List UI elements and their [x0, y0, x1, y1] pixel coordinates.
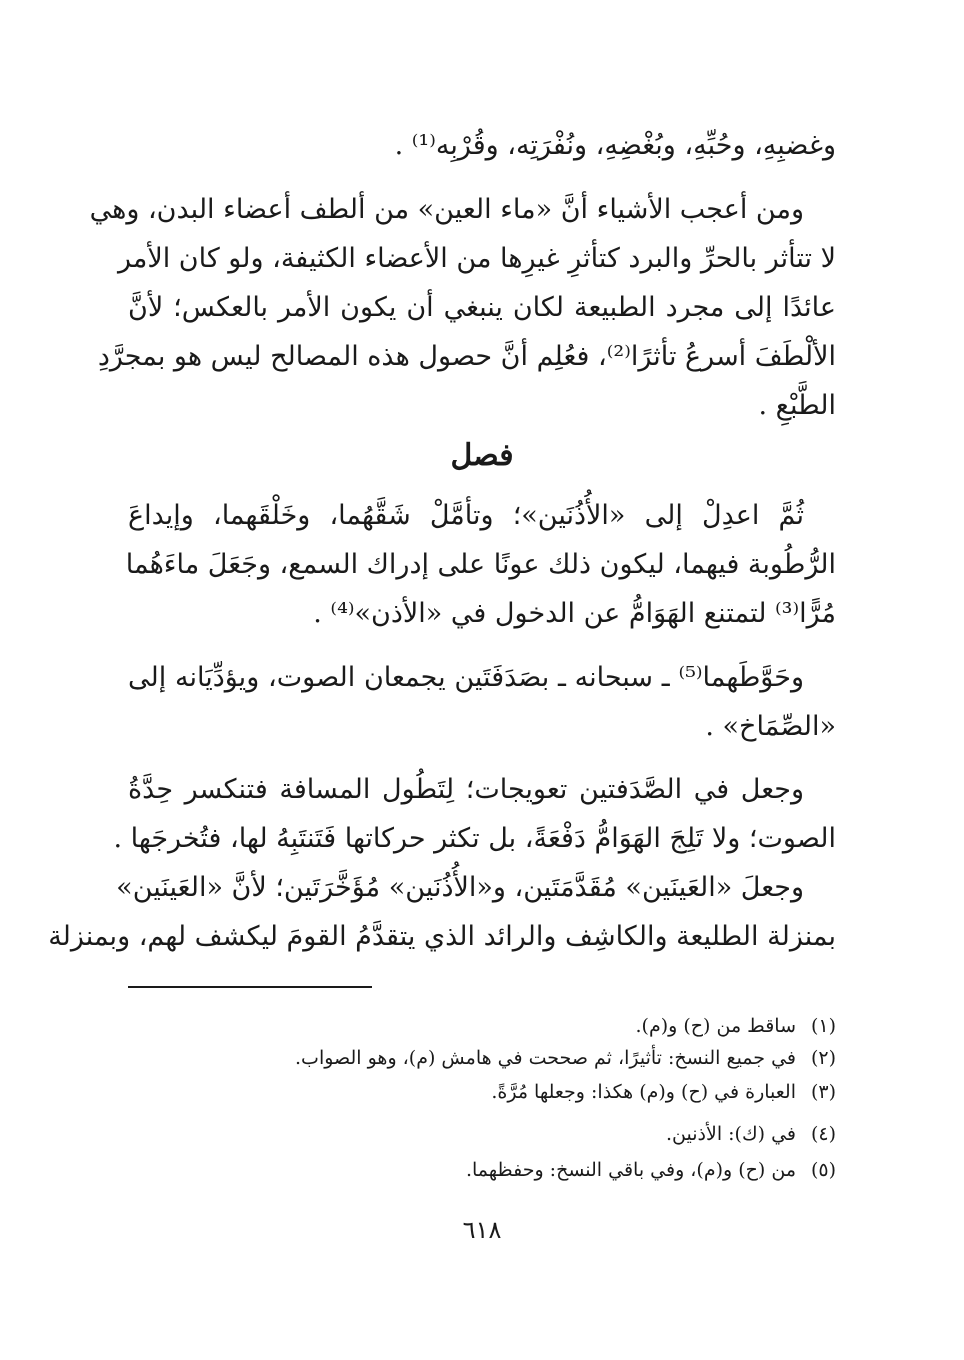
section-heading: فصل — [450, 438, 514, 473]
text-line: عائدًا إلى مجرد الطبيعة لكان ينبغي أن يكون الأمر بالعكس؛ لأنَّ — [128, 292, 836, 323]
footnote-number: (٣) — [810, 1081, 836, 1103]
text-line: الرُّطُوبة فيهما، ليكون ذلك عونًا على إدراك السمع، وجَعَلَ ماءَهُما — [125, 549, 836, 580]
text-line: مُرًّا⁽³⁾ لتمتنع الهَوَامُّ عن الدخول في «الأذن»⁽⁴⁾ . — [313, 598, 836, 629]
footnote-number: (٢) — [810, 1047, 836, 1069]
text-line: الألْطَفَ أسرعُ تأثرًا⁽²⁾، فعُلِم أنَّ حصول هذه المصالح ليس هو بمجرَّدِ — [97, 341, 836, 372]
footnote-separator — [128, 986, 372, 988]
footnote-number: (٤) — [810, 1123, 836, 1145]
text-line: وغضبِهِ، وحُبِّهِ، وبُغْضِهِ، ونُفْرَتِه، وقُرْبِه⁽¹⁾ . — [394, 130, 836, 161]
text-line: ثُمَّ اعدِلْ إلى «الأُذُنَين»؛ وتأمَّلْ شَقَّهُما، وخَلْقَهما، وإيداعَ — [128, 500, 804, 531]
text-line: «الصِّمَاخ» . — [705, 711, 836, 742]
footnote-text: في (ك): الأذنين. — [666, 1123, 796, 1145]
footnote-number: (١) — [810, 1015, 836, 1037]
footnote — [128, 1156, 836, 1184]
text-line: بمنزلة الطليعة والكاشِف والرائد الذي يتقدَّمُ القومَ ليكشف لهم، وبمنزلة — [48, 921, 836, 952]
footnote — [128, 1012, 836, 1040]
footnote-text: العبارة في (ح) و(م) هكذا: وجعلها مُرَّةً. — [491, 1081, 796, 1103]
text-line: لا تتأثر بالحرِّ والبرد كتأثرِ غيرِها من الأعضاء الكثيفة، ولو كان الأمر — [117, 243, 836, 274]
footnote-text: من (ح) و(م)، وفي باقي النسخ: وحفظهما. — [465, 1159, 796, 1181]
text-line: الصوت؛ ولا تَلِجَ الهَوَامُّ دَفْعَةً، بل تكثر حركاتها فَتَنتَبِهُ لها، فتُخرجَها . — [113, 823, 836, 854]
text-line: وجعل في الصَّدَفتين تعويجات؛ لِتَطُول المسافة فتنكسر حِدَّةُ — [128, 774, 804, 805]
footnote-text: ساقط من (ح) و(م). — [635, 1015, 796, 1037]
text-line: وجعلَ «العَينَين» مُقَدَّمَتَين، و«الأُذُنَين» مُؤَخَّرَتَين؛ لأنَّ «العَينَين» — [116, 872, 804, 903]
footnote — [128, 1044, 836, 1072]
footnote-text: في جميع النسخ: تأثيرًا، ثم صححت في هامش (م)، وهو الصواب. — [295, 1047, 796, 1069]
footnote — [128, 1078, 836, 1106]
page-number: ٦١٨ — [462, 1216, 502, 1244]
footnote — [128, 1120, 836, 1148]
text-line: الطَّبْعِ . — [758, 390, 836, 421]
text-line: وحَوَّطَهما⁽⁵⁾ ـ سبحانه ـ بصَدَفَتَين يجمعان الصوت، ويؤدِّيَانه إلى — [128, 662, 804, 693]
text-line: ومن أعجب الأشياء أنَّ «ماء العين» من ألطف أعضاء البدن، وهي — [89, 194, 804, 225]
footnote-number: (٥) — [810, 1159, 836, 1181]
